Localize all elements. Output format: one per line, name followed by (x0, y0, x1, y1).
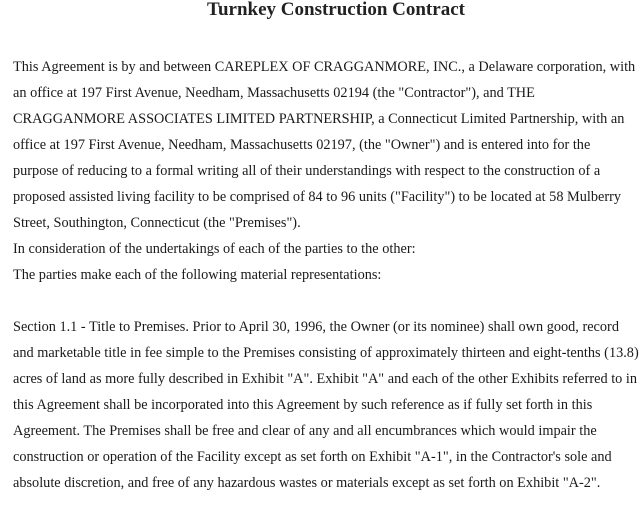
document-title: Turnkey Construction Contract (207, 0, 465, 20)
paragraph-spacer (13, 288, 639, 314)
section-1-1-paragraph: Section 1.1 - Title to Premises. Prior to April 30, 1996, the Owner (or its nominee) shall own good, record and marketable title in fee simple to the Premises consisting of approximately thirteen and eight-tenths (13.8) acres of land as more fully described in Exhibit "A". Exhibit "A" and each of the other Exhibits referred to in this Agreement shall be incorporated into this Agreement by such reference as if fully set forth in this Agreement. The Premises shall be free and clear of any and all encumbrances which would impair the construction or operation of the Facility except as set forth on Exhibit "A-1", in the Contractor's sole and absolute discretion, and free of any hazardous wastes or materials except as set forth on Exhibit "A-2". (13, 319, 639, 491)
intro-paragraph: This Agreement is by and between CAREPLEX OF CRAGGANMORE, INC., a Delaware corporation, with an office at 197 First Avenue, Needham, Massachusetts 02194 (the "Contractor"), and THE CRAGGANMORE ASSOCIATES LIMITED PARTNERSHIP, a Connecticut Limited Partnership, with an office at 197 First Avenue, Needham, Massachusetts 02197, (the "Owner") and is entered into for the purpose of reducing to a formal writing all of their understandings with respect to the construction of a proposed assisted living facility to be comprised of 84 to 96 units ("Facility") to be located at 58 Mulberry Street, Southington, Connecticut (the "Premises"). (13, 59, 636, 231)
representations-paragraph: The parties make each of the following material representations: (13, 267, 382, 283)
document-body (13, 54, 639, 496)
consideration-paragraph: In consideration of the undertakings of each of the parties to the other: (13, 241, 416, 257)
